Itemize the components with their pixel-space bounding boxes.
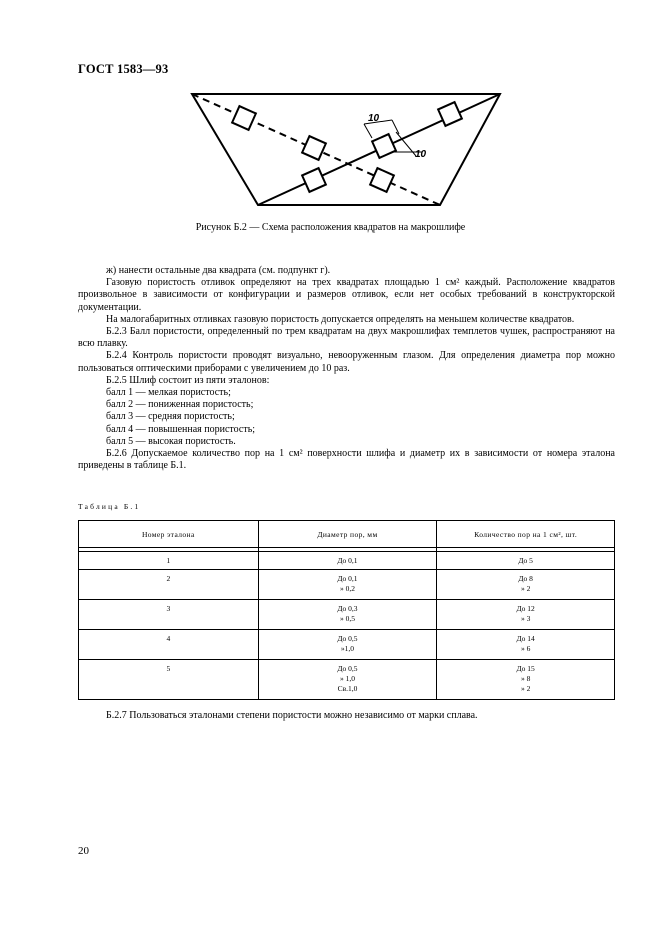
table-cell: » 1,0	[339, 674, 355, 683]
closing-paragraph	[78, 710, 615, 722]
table-cell: » 0,2	[339, 584, 355, 593]
list-item: балл 1 — мелкая пористость;	[106, 387, 231, 399]
table-cell: » 2	[520, 584, 531, 593]
table-cell: 4	[166, 634, 171, 643]
table-caption: Таблица Б.1	[78, 502, 141, 511]
table-cell: 2	[166, 574, 171, 583]
table-cell: » 3	[520, 614, 531, 623]
paragraph: Б.2.7 Пользоваться эталонами степени пористости можно независимо от марки сплава.	[106, 710, 478, 721]
table-cell: До 0,5	[337, 664, 358, 673]
table-cell: »1,0	[340, 644, 355, 653]
table-header-row	[79, 521, 615, 548]
dimension-label-top: 10	[368, 113, 380, 124]
paragraph: ж) нанести остальные два квадрата (см. подпункт г).	[106, 265, 331, 276]
table-cell: » 0,5	[339, 614, 355, 623]
table-row	[79, 630, 615, 660]
paragraph: Б.2.4 Контроль пористости проводят визуально, невооруженным глазом. Для определения диаметра пор можно пользоваться оптическими приборами с увеличением до 10 раз.	[78, 350, 615, 374]
column-header: Количество пор на 1 см², шт.	[437, 521, 615, 548]
square-dashed-2	[302, 136, 326, 160]
table-cell: До 0,5	[337, 634, 358, 643]
table-cell: До 12	[516, 604, 535, 613]
paragraph: Газовую пористость отливок определяют на трех квадратах площадью 1 см² каждый. Расположение квадратов произвольное в зависимости от конфигурации и размеров отливок, если нет особых требований в конструкторской документации.	[78, 277, 615, 313]
page-number: 20	[78, 845, 89, 857]
table-cell: » 2	[520, 684, 531, 693]
paragraph: Б.2.5 Шлиф состоит из пяти эталонов:	[106, 374, 270, 386]
square-solid-2	[372, 134, 396, 158]
table-row	[79, 600, 615, 630]
table-cell: До 14	[516, 634, 535, 643]
list-item: балл 2 — пониженная пористость;	[106, 399, 254, 411]
column-header: Номер эталона	[79, 521, 259, 548]
square-dashed-1	[232, 106, 256, 130]
figure-caption: Рисунок Б.2 — Схема расположения квадратов на макрошлифе	[195, 222, 466, 233]
table-cell: » 8	[520, 674, 531, 683]
column-header: Диаметр пор, мм	[258, 521, 437, 548]
table-cell: » 6	[520, 644, 531, 653]
table-row	[79, 552, 615, 570]
dimension-label-side: 10	[415, 149, 427, 160]
table-row	[79, 660, 615, 700]
porosity-table	[78, 520, 615, 700]
table-cell: До 0,1	[337, 574, 358, 583]
document-header: ГОСТ 1583—93	[78, 62, 169, 76]
paragraph: На малогабаритных отливках газовую пористость допускается определять на меньшем количестве квадратов.	[106, 313, 575, 325]
paragraph: Б.2.6 Допускаемое количество пор на 1 см² поверхности шлифа и диаметр их в зависимости от номера эталона приведены в таблице Б.1.	[78, 448, 615, 472]
list-item: балл 5 — высокая пористость.	[106, 435, 236, 447]
macrosection-diagram	[186, 90, 506, 210]
table-cell: До 5	[518, 556, 533, 565]
list-item: балл 4 — повышенная пористость;	[106, 423, 256, 435]
square-dashed-3	[370, 168, 394, 192]
list-item: балл 3 — средняя пористость;	[106, 411, 235, 423]
square-solid-1	[302, 168, 326, 192]
table-cell: До 15	[516, 664, 535, 673]
body-text	[78, 265, 615, 472]
table-cell: До 0,3	[337, 604, 358, 613]
table-cell: Св.1,0	[337, 684, 358, 693]
paragraph: Б.2.3 Балл пористости, определенный по трем квадратам на двух макрошлифах темплетов чушек, распространяют на всю плавку.	[78, 326, 615, 350]
table-cell: 3	[166, 604, 171, 613]
table-row	[79, 570, 615, 600]
table-cell: До 8	[518, 574, 533, 583]
table-cell: До 0,1	[337, 556, 358, 565]
table-cell: 5	[166, 664, 171, 673]
square-solid-3	[438, 102, 462, 126]
table-cell: 1	[166, 556, 171, 565]
